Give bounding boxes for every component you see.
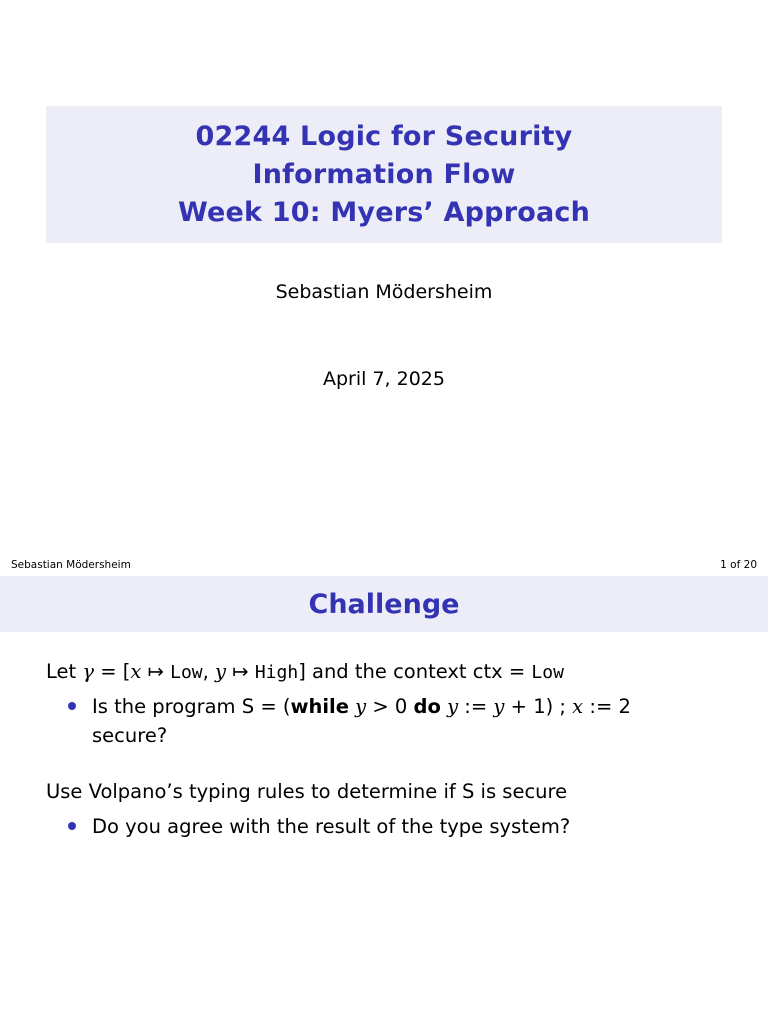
text-assign: :=	[458, 695, 494, 718]
var-x: x	[572, 695, 584, 718]
label-high: High	[254, 662, 299, 683]
text-program: Is the program S = (	[92, 695, 291, 718]
var-y: y	[493, 695, 505, 718]
bullet-icon	[68, 822, 76, 830]
context-statement	[46, 658, 564, 687]
footer-author: Sebastian Mödersheim	[11, 559, 131, 571]
instruction-text: Use Volpano’s typing rules to determine if S is secure	[46, 780, 568, 803]
var-y: y	[215, 660, 227, 683]
challenge-slide	[0, 576, 768, 1024]
text-context: ] and the context ctx =	[298, 660, 532, 683]
var-x: x	[130, 660, 142, 683]
text-comma: ,	[202, 660, 216, 683]
agree-question: Do you agree with the result of the type system?	[92, 815, 571, 838]
keyword-do: do	[413, 695, 441, 718]
title-line-week: Week 10: Myers’ Approach	[177, 196, 591, 228]
text-let: Let	[46, 660, 83, 683]
label-low: Low	[531, 662, 564, 683]
bullet-icon	[68, 702, 76, 710]
text-plus-one: + 1) ;	[504, 695, 573, 718]
page-number: 1 of 20	[720, 559, 757, 571]
text-eq-bracket: = [	[94, 660, 131, 683]
text-gt-zero: > 0	[366, 695, 414, 718]
keyword-while: while	[290, 695, 349, 718]
mapsto-arrow: ↦	[226, 660, 255, 683]
frame-title-bar	[0, 576, 768, 632]
text-secure: secure?	[92, 724, 168, 747]
program-question	[92, 692, 631, 750]
title-line-course: 02244 Logic for Security	[195, 120, 573, 152]
var-y: y	[440, 695, 459, 718]
frame-title: Challenge	[308, 588, 460, 620]
text-assign-two: := 2	[583, 695, 631, 718]
date: April 7, 2025	[323, 368, 445, 390]
title-box	[46, 106, 722, 243]
author: Sebastian Mödersheim	[275, 281, 493, 303]
gamma-symbol: γ	[82, 660, 95, 683]
label-low: Low	[170, 662, 203, 683]
var-y: y	[348, 695, 367, 718]
mapsto-arrow: ↦	[141, 660, 171, 683]
footer	[0, 557, 768, 573]
title-line-topic: Information Flow	[252, 158, 516, 190]
